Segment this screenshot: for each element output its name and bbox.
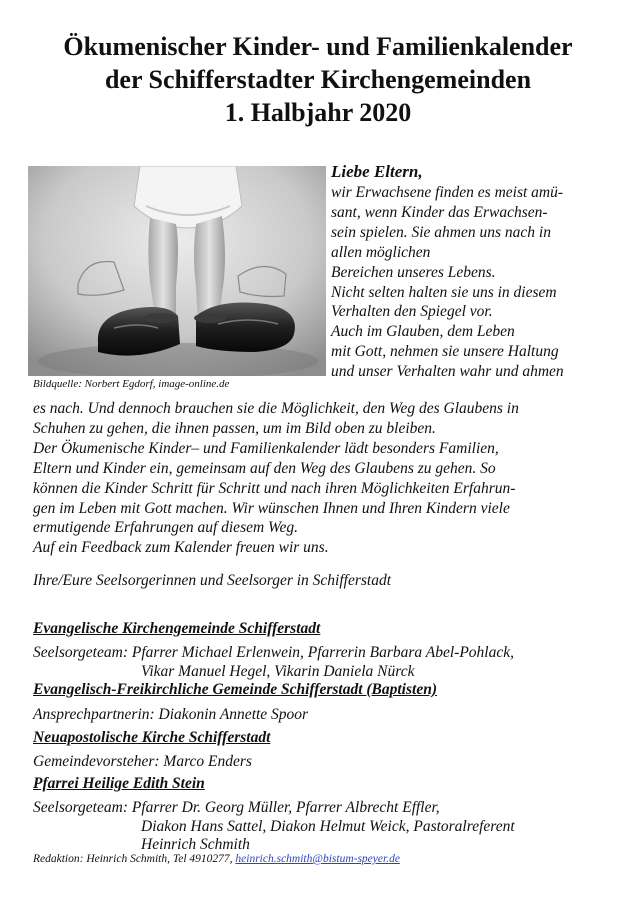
letter-side-text [331,183,564,382]
letter-line: ermutigende Erfahrungen auf diesem Weg. [33,519,299,537]
letter-signoff: Ihre/Eure Seelsorgerinnen und Seelsorger in Schifferstadt [33,572,392,589]
congregation-detail-line: Gemeindevorsteher: Marco Enders [33,753,252,770]
letter-line: es nach. Und dennoch brauchen sie die Möglichkeit, den Weg des Glaubens in [33,400,519,417]
title-line-3: 1. Halbjahr 2020 [224,98,412,127]
letter-line: allen möglichen [331,243,431,261]
letter-body-text [33,399,519,558]
congregation-detail-line: Vikar Manuel Hegel, Vikarin Daniela Nürck [141,663,415,680]
letter-line: Eltern und Kinder ein, gemeinsam auf den Weg des Glaubens zu gehen. So [33,459,496,477]
letter-line: gen im Leben mit Gott machen. Wir wünschen Ihnen und Ihren Kindern viele [33,499,510,517]
congregation-detail-line: Seelsorgeteam: Pfarrer Dr. Georg Müller, Pfarrer Albrecht Effler, [33,799,440,816]
letter-line: Verhalten den Spiegel vor. [331,303,493,321]
letter-line: wir Erwachsene finden es meist amü- [331,184,564,201]
child-in-shoes-photo [28,166,326,376]
editorial-footer [33,853,400,865]
page-title [0,30,636,129]
title-line-2: der Schifferstadter Kirchengemeinden [104,65,532,94]
congregation-detail-line: Diakon Hans Sattel, Diakon Helmut Weick, Pastoralreferent [141,818,515,835]
congregation-detail-line: Ansprechpartnerin: Diakonin Annette Spoor [33,706,309,723]
letter-line: Nicht selten halten sie uns in diesem [331,283,557,301]
letter-line: Auch im Glauben, dem Leben [331,323,515,341]
letter-line: sant, wenn Kinder das Erwachsen- [331,203,548,221]
letter-line: Schuhen zu gehen, die ihnen passen, um im Bild oben zu bleiben. [33,419,436,437]
congregation-detail-line: Seelsorgeteam: Pfarrer Michael Erlenwein, Pfarrerin Barbara Abel-Pohlack, [33,644,514,661]
letter-line: Bereichen unseres Lebens. [331,263,496,281]
letter-line: Der Ökumenische Kinder– und Familienkalender lädt besonders Familien, [33,439,499,457]
letter-line: und unser Verhalten wahr und ahmen [331,363,564,381]
letter-line: können die Kinder Schritt für Schritt und nach ihren Möglichkeiten Erfahrun- [33,479,516,497]
photo-caption: Bildquelle: Norbert Egdorf, image-online.de [33,378,230,390]
congregation-heading-baptist: Evangelisch-Freikirchliche Gemeinde Schifferstadt (Baptisten) [33,681,437,698]
title-line-1: Ökumenischer Kinder- und Familienkalender [63,32,573,61]
footer-text: Redaktion: Heinrich Schmith, Tel 4910277, [33,853,233,865]
congregation-heading-evangelical: Evangelische Kirchengemeinde Schifferstadt [33,620,321,637]
letter-line: Auf ein Feedback zum Kalender freuen wir uns. [33,539,329,557]
letter-line: mit Gott, nehmen sie unsere Haltung [331,343,559,361]
letter-greeting: Liebe Eltern, [331,162,423,181]
footer-email-link[interactable]: heinrich.schmith@bistum-speyer.de [235,853,400,865]
congregation-heading-new-apostolic: Neuapostolische Kirche Schifferstadt [33,729,271,746]
congregation-detail-line: Heinrich Schmith [141,836,250,853]
congregation-heading-edith-stein: Pfarrei Heilige Edith Stein [33,775,205,792]
letter-line: sein spielen. Sie ahmen uns nach in [331,223,551,241]
